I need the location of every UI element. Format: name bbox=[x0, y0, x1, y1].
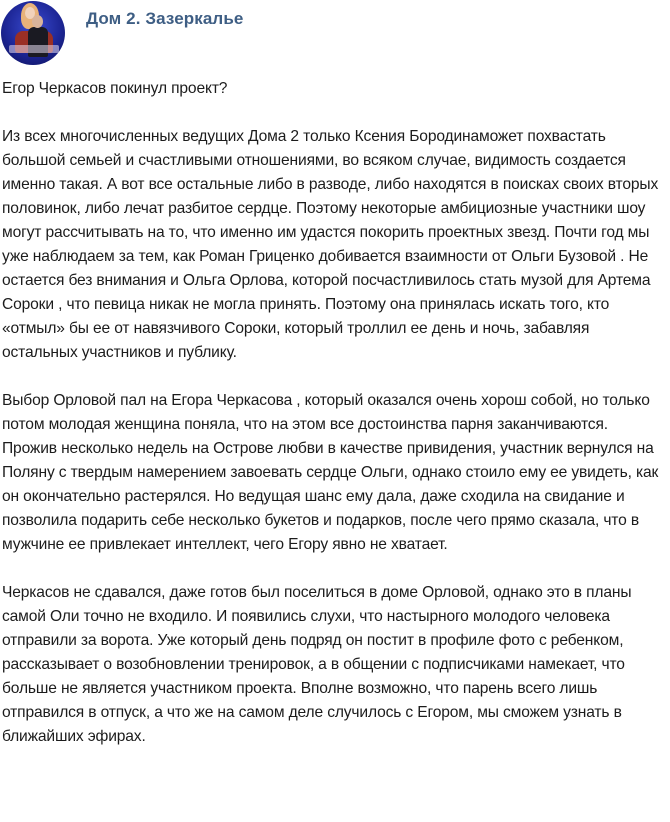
post-title: Егор Черкасов покинул проект? bbox=[2, 80, 228, 97]
post-header bbox=[0, 0, 670, 68]
channel-avatar[interactable] bbox=[1, 1, 65, 65]
post-paragraph-3: Черкасов не сдавался, даже готов был поселиться в доме Орловой, однако это в планы самой Оли точно не входило. И появились слухи, что настырного молодого человека отправили за ворота. Уже который день подряд он постит в профиле фото с ребенком, рассказывает о возобновлении тренировок, а в общении с подписчиками намекает, что больше не является участником проекта. Вполне возможно, что парень всего лишь отправился в отпуск, а что же на самом деле случилось с Егором, мы сможем узнать в ближайших эфирах. bbox=[2, 584, 632, 745]
post-body bbox=[2, 77, 666, 773]
avatar-logo-text bbox=[9, 45, 59, 53]
avatar-figure-head bbox=[32, 15, 43, 28]
post-paragraph-2: Выбор Орловой пал на Егора Черкасова , который оказался очень хорош собой, но только потом молодая женщина поняла, что на этом все достоинства парня заканчиваются. Прожив несколько недель на Острове любви в качестве привидения, участник вернулся на Поляну с твердым намерением завоевать сердце Ольги, однако стоило ему ее увидеть, как он окончательно растерялся. Но ведущая шанс ему дала, даже сходила на свидание и позволила подарить себе несколько букетов и подарков, после чего прямо сказала, что в мужчине ее привлекает интеллект, чего Егору явно не хватает. bbox=[2, 392, 659, 553]
channel-name-link[interactable]: Дом 2. Зазеркалье bbox=[86, 9, 244, 28]
post-paragraph-1: Из всех многочисленных ведущих Дома 2 только Ксения Бородинаможет похвастать большой семьей и счастливыми отношениями, во всяком случае, видимость создается именно такая. А вот все остальные либо в разводе, либо находятся в поисках своих вторых половинок, либо лечат разбитое сердце. Поэтому некоторые амбициозные участники шоу могут рассчитывать на то, что именно им удастся покорить проектных звезд. Почти год мы уже наблюдаем за тем, как Роман Гриценко добивается взаимности от Ольги Бузовой . Не остается без внимания и Ольга Орлова, которой посчастливилось стать музой для Артема Сороки , что певица никак не могла принять. Поэтому она принялась искать того, кто «отмыл» бы ее от навязчивого Сороки, который троллил ее день и ночь, забавляя остальных участников и публику. bbox=[2, 128, 659, 361]
